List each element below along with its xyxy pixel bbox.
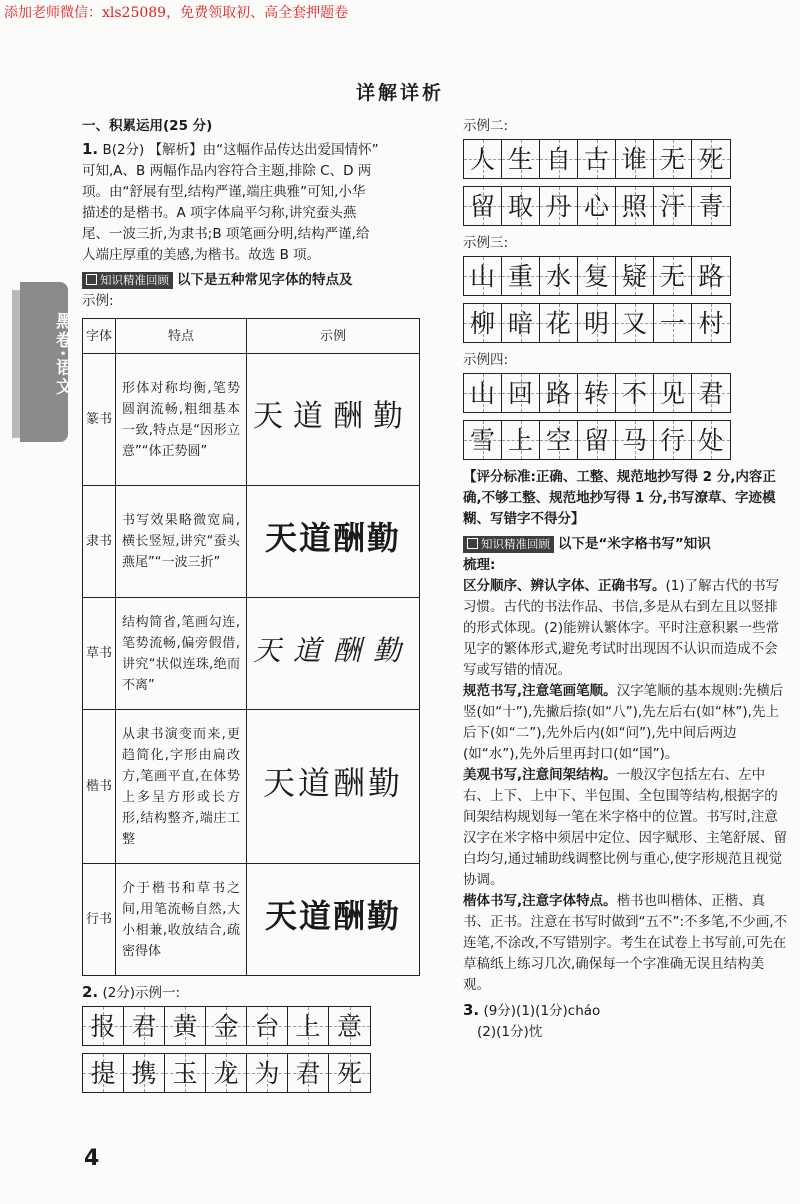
feature-cell: 书写效果略微宽扁,横长竖短,讲究“蚕头燕尾”“一波三折”	[116, 486, 247, 598]
side-tab	[20, 282, 72, 442]
grid-cell: 生	[502, 140, 540, 178]
example-2-grid-1	[463, 139, 731, 179]
grid-cell: 一	[654, 304, 692, 342]
grid-cell: 路	[692, 257, 730, 295]
table-row	[83, 864, 420, 976]
grid-cell: 又	[616, 304, 654, 342]
example-2-grid-2	[463, 186, 731, 226]
font-styles-table	[82, 318, 420, 976]
left-column	[82, 116, 422, 1100]
font-name-cell: 草书	[83, 598, 116, 710]
q1-line-4: 尾、一波三折,为隶书;B 项笔画分明,结构严谨,给	[82, 226, 370, 242]
example-3-grid-2	[463, 303, 731, 343]
example-label: 示例四:	[463, 352, 509, 368]
grid-cell: 君	[288, 1054, 329, 1092]
table-row	[83, 354, 420, 486]
paragraph: 区分顺序、辨认字体、正确书写。(1)了解古代的书写习惯。古代的书法作品、书信,多是从右到左且以竖排的形式体现。(2)能辨认繁体字。平时注意积累一些常见字的繁体形式,避免考试时出现因不认识而造成不会写或写错的情况。	[463, 578, 780, 678]
grid-cell: 为	[247, 1054, 288, 1092]
grid-cell: 暗	[502, 304, 540, 342]
grid-cell: 死	[692, 140, 730, 178]
paragraph: 楷体书写,注意字体特点。楷书也叫楷体、正楷、真书、正书。注意在书写时做到“五不”:不多笔,不少画,不连笔,不涂改,不写错别字。考生在试卷上书写前,可先在草稿纸上练习几次,确保每一个字准确无误且结构美观。	[463, 893, 788, 993]
q1-knowledge-line: 知识精准回顾 以下是五种常见字体的特点及	[82, 270, 422, 291]
grid-cell: 无	[654, 140, 692, 178]
grid-cell: 提	[83, 1054, 124, 1092]
grid-cell: 留	[578, 421, 616, 459]
grid-cell: 青	[692, 187, 730, 225]
grid-cell: 山	[464, 374, 502, 412]
font-name-cell: 篆书	[83, 354, 116, 486]
grid-cell: 龙	[206, 1054, 247, 1092]
right-column	[463, 116, 790, 1043]
grid-cell: 马	[616, 421, 654, 459]
table-row	[83, 598, 420, 710]
q1-line-5: 人端庄厚重的美感,为楷书。故选 B 项。	[82, 247, 321, 263]
grid-cell: 重	[502, 257, 540, 295]
seal-script-example: 天道酬勤	[253, 399, 413, 434]
feature-cell: 介于楷书和草书之间,用笔流畅自然,大小相兼,收放结合,疏密得体	[116, 864, 247, 976]
page-title: 详解详析	[355, 82, 444, 104]
feature-cell: 从隶书演变而来,更趋简化,字形由扁改方,笔画平直,在体势上多呈方形或长方形,结构整齐,端庄工整	[116, 710, 247, 864]
grid-cell: 汗	[654, 187, 692, 225]
scoring-criteria: 【评分标准:正确、工整、规范地抄写得 2 分,内容正确,不够工整、规范地抄写得 1 分,书写潦草、字迹模糊、写错字不得分】	[463, 469, 776, 527]
grid-cell: 君	[692, 374, 730, 412]
page-number: 4	[84, 1146, 100, 1171]
regular-script-example: 天道酬勤	[262, 763, 403, 802]
grid-cell: 见	[654, 374, 692, 412]
grid-cell: 转	[578, 374, 616, 412]
q1-line-3: 描述的是楷书。A 项字体扁平匀称,讲究蚕头燕	[82, 205, 357, 221]
q1-number: 1.	[82, 140, 99, 158]
example-label: 示例二:	[463, 118, 509, 134]
table-header-feature: 特点	[116, 319, 247, 354]
q2-grid-line-1	[82, 1006, 371, 1046]
table-header-example: 示例	[247, 319, 420, 354]
grid-cell: 丹	[540, 187, 578, 225]
table-row	[83, 710, 420, 864]
grid-cell: 上	[288, 1007, 329, 1045]
grid-cell: 君	[124, 1007, 165, 1045]
paragraph: 规范书写,注意笔画笔顺。汉字笔顺的基本规则:先横后竖(如“十”),先撇后捺(如“八”),先左后右(如“林”),先上后下(如“二”),先外后内(如“问”),先中间后两边(如“水”),先外后里再封口(如“国”)。	[463, 683, 784, 762]
feature-cell: 结构简省,笔画勾连,笔势流畅,偏旁假借,讲究“状似连珠,绝而不离”	[116, 598, 247, 710]
q1-line-2: 项。由“舒展有型,结构严谨,端庄典雅”可知,小华	[82, 184, 366, 200]
grid-cell: 台	[247, 1007, 288, 1045]
side-bar-decoration	[12, 290, 20, 438]
grid-cell: 黄	[165, 1007, 206, 1045]
grid-cell: 取	[502, 187, 540, 225]
grid-cell: 金	[206, 1007, 247, 1045]
cursive-script-example: 天道酬勤	[252, 634, 413, 667]
q3-line-1: 3. (9分)(1)(1分)cháo	[463, 1001, 601, 1019]
grid-cell: 人	[464, 140, 502, 178]
feature-cell: 形体对称均衡,笔势圆润流畅,粗细基本一致,特点是“因形立意”“体正势圆”	[116, 354, 247, 486]
grid-cell: 玉	[165, 1054, 206, 1092]
knowledge-tag: 知识精准回顾	[463, 536, 554, 553]
example-3-grid-1	[463, 256, 731, 296]
grid-cell: 村	[692, 304, 730, 342]
grid-cell: 疑	[616, 257, 654, 295]
grid-cell: 水	[540, 257, 578, 295]
grid-cell: 自	[540, 140, 578, 178]
q3-line-2: (2)(1分)忱	[477, 1024, 543, 1040]
example-label: 示例三:	[463, 235, 509, 251]
table-header-row	[83, 319, 420, 354]
watermark-banner: 添加老师微信：xls25089，免费领取初、高全套押题卷	[4, 5, 349, 21]
paragraph: 美观书写,注意间架结构。一般汉字包括左右、左中右、上下、上中下、半包围、全包围等结构,根据字的间架结构规划每一笔在米字格中的位置。书写时,注意汉字在米字格中须居中定位、因字赋形、主笔舒展、留白均匀,通过辅助线调整比例与重心,使字形规范且视觉协调。	[463, 767, 787, 888]
grid-cell: 留	[464, 187, 502, 225]
section-heading: 一、积累运用(25 分)	[82, 118, 213, 134]
book-icon	[86, 274, 97, 285]
example-cell	[247, 864, 420, 976]
q2-grid-line-2	[82, 1053, 371, 1093]
grid-cell: 路	[540, 374, 578, 412]
grid-cell: 山	[464, 257, 502, 295]
font-name-cell: 隶书	[83, 486, 116, 598]
q1-line-1: 可知,A、B 两幅作品内容符合主题,排除 C、D 两	[82, 163, 372, 179]
grid-cell: 空	[540, 421, 578, 459]
grid-cell: 上	[502, 421, 540, 459]
grid-cell: 心	[578, 187, 616, 225]
example-cell	[247, 598, 420, 710]
grid-cell: 复	[578, 257, 616, 295]
q1-knowledge-line-2: 示例:	[82, 293, 114, 309]
grid-cell: 行	[654, 421, 692, 459]
example-4-grid-2	[463, 420, 731, 460]
grid-cell: 无	[654, 257, 692, 295]
grid-cell: 明	[578, 304, 616, 342]
clerical-script-example: 天道酬勤	[264, 518, 401, 557]
q1-line-0: 1. B(2分) 【解析】由“这幅作品传达出爱国情怀”	[82, 140, 379, 158]
grid-cell: 死	[329, 1054, 370, 1092]
q2-number: 2.	[82, 983, 99, 1001]
grid-cell: 回	[502, 374, 540, 412]
book-icon	[467, 538, 478, 549]
grid-cell: 携	[124, 1054, 165, 1092]
grid-cell: 报	[83, 1007, 124, 1045]
example-cell	[247, 354, 420, 486]
example-cell	[247, 486, 420, 598]
grid-cell: 照	[616, 187, 654, 225]
table-row	[83, 486, 420, 598]
example-4-grid-1	[463, 373, 731, 413]
q3-number: 3.	[463, 1001, 480, 1019]
knowledge-line-2: 知识精准回顾 以下是“米字格书写”知识	[463, 534, 790, 555]
grid-cell: 花	[540, 304, 578, 342]
example-cell	[247, 710, 420, 864]
grid-cell: 处	[692, 421, 730, 459]
knowledge-line-2b: 梳理:	[463, 557, 496, 573]
table-header-font: 字体	[83, 319, 116, 354]
grid-cell: 谁	[616, 140, 654, 178]
side-tab-label: 黑卷·语文	[52, 312, 72, 397]
knowledge-tag: 知识精准回顾	[82, 272, 173, 289]
grid-cell: 古	[578, 140, 616, 178]
grid-cell: 柳	[464, 304, 502, 342]
q2-label-line: 2. (2分)示例一:	[82, 983, 181, 1001]
grid-cell: 意	[329, 1007, 370, 1045]
grid-cell: 雪	[464, 421, 502, 459]
grid-cell: 不	[616, 374, 654, 412]
running-script-example: 天道酬勤	[264, 896, 401, 935]
font-name-cell: 行书	[83, 864, 116, 976]
font-name-cell: 楷书	[83, 710, 116, 864]
